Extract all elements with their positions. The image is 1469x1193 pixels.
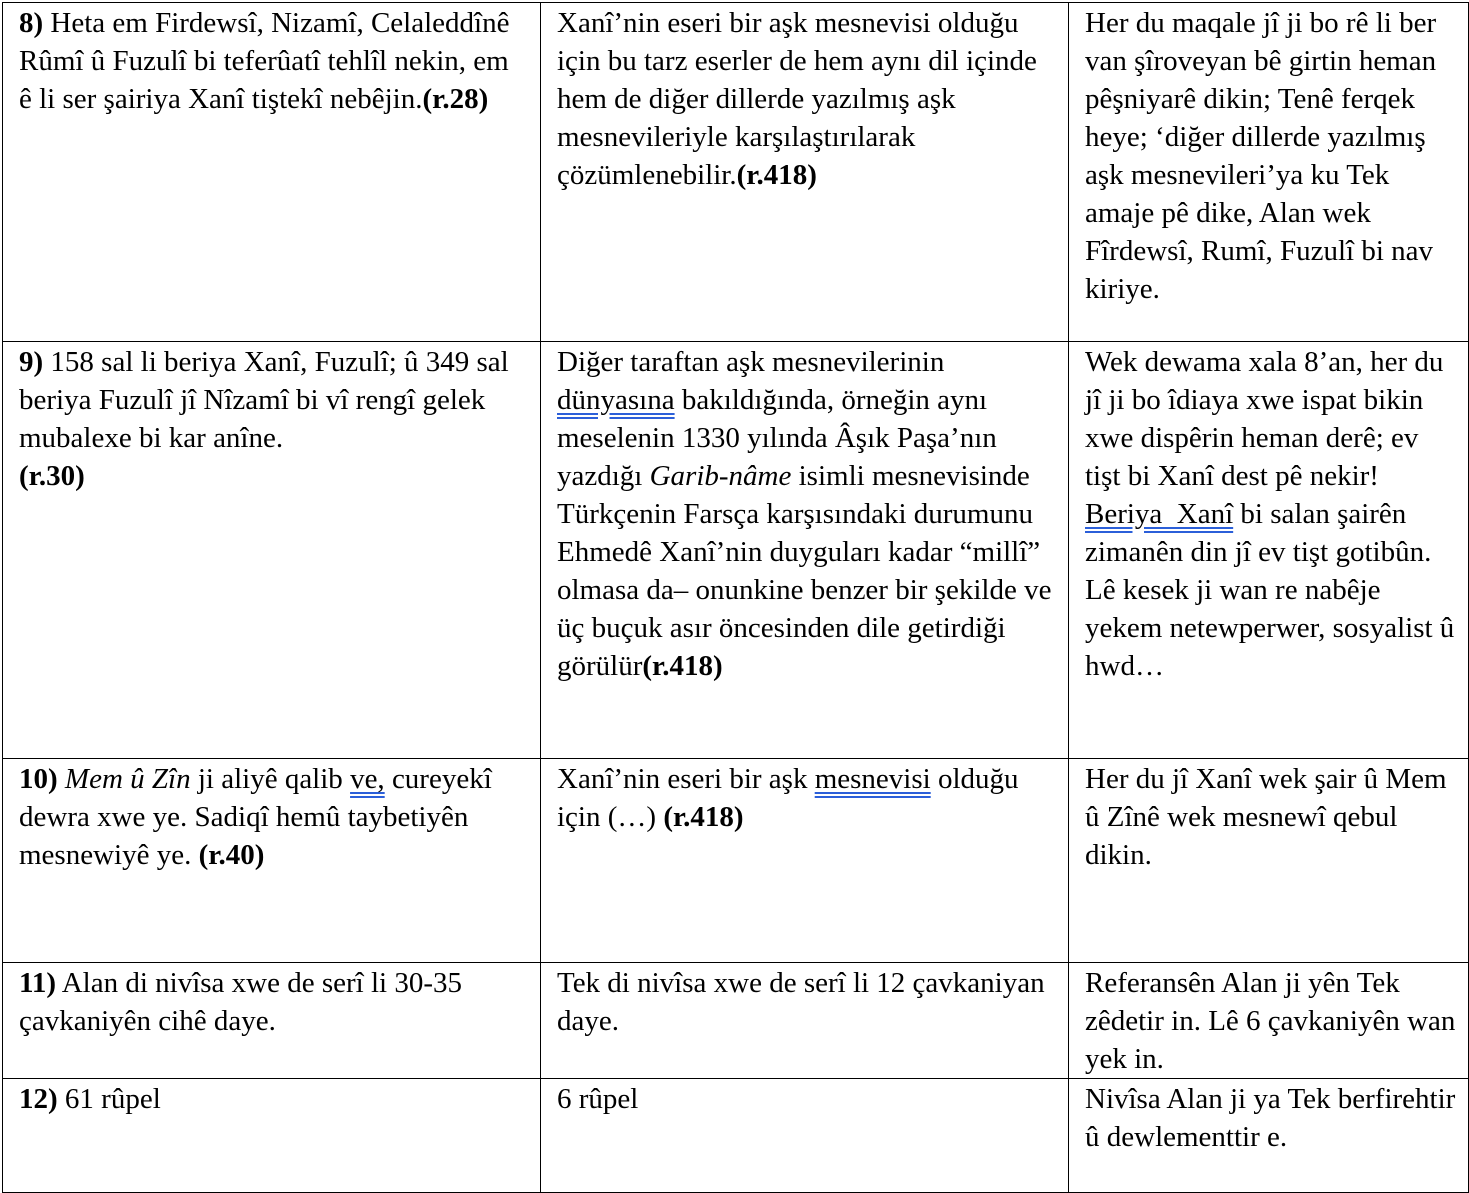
page-reference: (r.40) <box>198 839 265 871</box>
cell-text: Tek di nivîsa xwe de serî li 12 çavkaniyan daye. <box>557 967 1045 1037</box>
cell-text: Xanî’nin eseri bir aşk <box>557 763 815 795</box>
row-10-comment-cell <box>1069 759 1469 963</box>
row-number: 10) <box>19 763 58 795</box>
cell-text: Heta em Firdewsî, Nizamî, Celaleddînê Rûmî û Fuzulî bi teferûatî tehlîl nekin, em ê li ser şairiya Xanî tiştekî nebêjin. <box>19 7 510 115</box>
cell-text: bakıldığında, örneğin aynı meselenin 1330 yılında Âşık Paşa’nın yazdığı <box>557 384 997 492</box>
row-12-claim-cell <box>3 1079 541 1193</box>
table-row <box>3 342 1469 759</box>
row-number: 8) <box>19 7 44 39</box>
row-number: 11) <box>19 967 57 999</box>
cell-text: olduğu için (…) <box>557 763 1019 833</box>
row-10-claim-cell <box>3 759 541 963</box>
cell-text: Her du jî Xanî wek şair û Mem û Zînê wek mesnewî qebul dikin. <box>1085 763 1447 871</box>
row-number: 12) <box>19 1083 58 1115</box>
row-9-comment-cell <box>1069 342 1469 759</box>
row-8-claim-cell <box>3 3 541 342</box>
row-12-comment-cell <box>1069 1079 1469 1193</box>
italic-title: Garib-nâme <box>649 460 792 492</box>
comparison-table <box>2 2 1469 1193</box>
row-11-comment-cell <box>1069 963 1469 1079</box>
cell-text: Referansên Alan ji yên Tek zêdetir in. Lê 6 çavkaniyên wan yek in. <box>1085 967 1456 1075</box>
underlined-word: dünyasına <box>557 384 675 416</box>
row-10-source-cell <box>541 759 1069 963</box>
cell-text: cureyekî dewra xwe ye. Sadiqî hemû taybetiyên mesnewiyê ye. <box>19 763 492 871</box>
row-11-claim-cell <box>3 963 541 1079</box>
cell-text: 158 sal li beriya Xanî, Fuzulî; û 349 sal beriya Fuzulî jî Nîzamî bi vî rengî gelek mubalexe bi kar anîne. <box>19 346 509 454</box>
page-reference: (r.418) <box>663 801 744 833</box>
row-12-source-cell <box>541 1079 1069 1193</box>
cell-text <box>58 763 65 795</box>
table-row <box>3 759 1469 963</box>
page-reference: (r.30) <box>19 460 85 492</box>
row-8-source-cell <box>541 3 1069 342</box>
row-8-comment-cell <box>1069 3 1469 342</box>
page-reference: (r.28) <box>422 83 489 115</box>
row-9-claim-cell <box>3 342 541 759</box>
page-reference: (r.418) <box>736 159 817 191</box>
underlined-word: ve, <box>350 763 385 795</box>
cell-text: Diğer taraftan aşk mesnevilerinin <box>557 346 945 378</box>
italic-title: Mem û Zîn <box>64 763 191 795</box>
underlined-word: mesnevisi <box>814 763 931 795</box>
cell-text: 6 rûpel <box>557 1083 639 1115</box>
cell-text: ji aliyê qalib <box>190 763 351 795</box>
table-row <box>3 3 1469 342</box>
row-11-source-cell <box>541 963 1069 1079</box>
cell-text: Nivîsa Alan ji ya Tek berfirehtir û dewlementtir e. <box>1085 1083 1456 1153</box>
cell-text: Her du maqale jî ji bo rê li ber van şîroveyan bê girtin heman pêşniyarê dikin; Tenê ferqek heye; ‘diğer dillerde yazılmış aşk mesnevileri’ya ku Tek amaje pê dike, Alan wek Fîrdewsî, Rumî, Fuzulî bi nav kiriye. <box>1085 7 1437 305</box>
table-row <box>3 963 1469 1079</box>
table-row <box>3 1079 1469 1193</box>
cell-text: Wek dewama xala 8’an, her du jî ji bo îdiaya xwe ispat bikin xwe dispêrin heman derê; ev tişt bi Xanî dest pê nekir! <box>1085 346 1444 492</box>
page-reference: (r.418) <box>642 650 723 682</box>
cell-text: Xanî’nin eseri bir aşk mesnevisi olduğu için bu tarz eserler de hem aynı dil içinde hem de diğer dillerde yazılmış aşk mesnevileriyle karşılaştırılarak çözümlenebilir. <box>557 7 1037 191</box>
row-9-source-cell <box>541 342 1069 759</box>
row-number: 9) <box>19 346 44 378</box>
underlined-phrase: Beriya Xanî <box>1085 498 1234 530</box>
cell-text: bi salan şairên zimanên din jî ev tişt gotibûn. Lê kesek ji wan re nabêje yekem netewperwer, sosyalist û hwd… <box>1085 498 1455 682</box>
cell-text: isimli mesnevisinde Türkçenin Farsça karşısındaki durumunu Ehmedê Xanî’nin duyguları kadar “millî” olmasa da– onunkine benzer bir şekilde ve üç buçuk asır öncesinden dile getirdiği görülür <box>557 460 1052 682</box>
cell-text: 61 rûpel <box>57 1083 161 1115</box>
cell-text: Alan di nivîsa xwe de serî li 30-35 çavkaniyên cihê daye. <box>19 967 462 1037</box>
